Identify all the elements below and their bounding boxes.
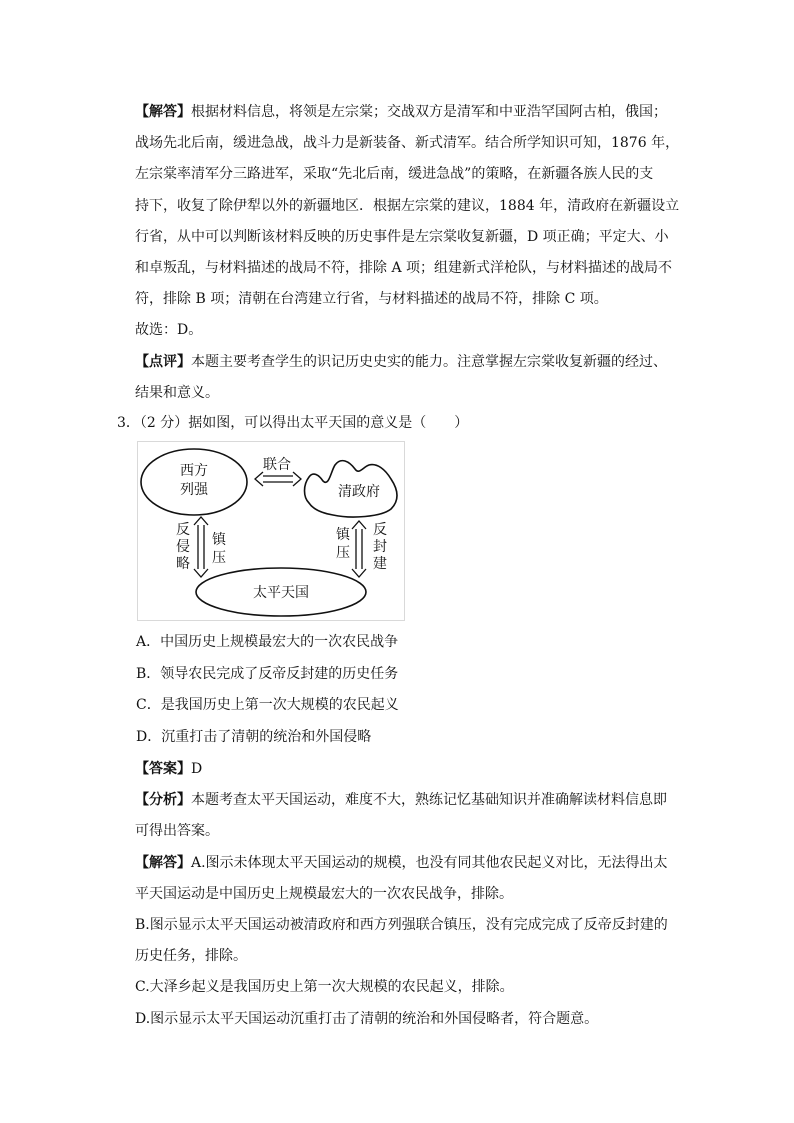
comment-line: 结果和意义。 <box>135 384 219 401</box>
explanation-line: D.图示显示太平天国运动沉重打击了清朝的统治和外国侵略者，符合题意。 <box>135 1010 599 1027</box>
analysis-tag: 【分析】 <box>135 792 191 809</box>
analysis-line: 可得出答案。 <box>135 823 219 840</box>
right-outer-char-2: 封 <box>373 539 387 555</box>
question-3-stem: 3．（2 分）据如图，可以得出太平天国的意义是（ ） <box>117 415 469 431</box>
solution-line: 持下，收复了除伊犁以外的新疆地区．根据左宗棠的建议，1884 年，清政府在新疆设立 <box>135 197 680 214</box>
solution-line: 符，排除 B 项；清朝在台湾建立行省，与材料描述的战局不符，排除 C 项。 <box>135 291 608 308</box>
taiping-label: 太平天国 <box>253 585 309 601</box>
comment-line: 【点评】本题主要考查学生的识记历史史实的能力。注意掌握左宗棠收复新疆的经过、 <box>135 353 667 370</box>
alliance-label: 联合 <box>263 457 291 473</box>
right-inner-char-1: 镇 <box>336 527 350 543</box>
options-list <box>136 627 399 753</box>
west-powers-label-2: 列强 <box>180 482 208 498</box>
choice-line: 故选：D。 <box>135 322 203 339</box>
left-outer-char-3: 略 <box>176 556 190 572</box>
solution-line: 行省，从中可以判断该材料反映的历史事件是左宗棠收复新疆，D 项正确；平定大、小 <box>135 228 669 245</box>
analysis-line: 【分析】本题考查太平天国运动，难度不大，熟练记忆基础知识并准确解读材料信息即 <box>135 792 667 809</box>
answer-line <box>135 754 680 785</box>
left-inner-char-2: 压 <box>212 550 226 566</box>
qing-government-label: 清政府 <box>338 484 380 500</box>
solution-tag: 【解答】 <box>135 104 191 120</box>
solution-line: 左宗棠率清军分三路进军，采取“先北后南，缓进急战”的策略，在新疆各族人民的支 <box>135 166 654 183</box>
left-outer-char-1: 反 <box>176 522 190 538</box>
diagram-svg <box>137 441 405 621</box>
west-powers-label-1: 西方 <box>180 463 208 479</box>
answer-analysis-block <box>135 754 680 1035</box>
comment-tag: 【点评】 <box>135 353 191 370</box>
solution-line: 和卓叛乱，与材料描述的战局不符，排除 A 项；组建新式洋枪队，与材料描述的战局不 <box>135 260 673 277</box>
option-a: A．中国历史上规模最宏大的一次农民战争 <box>136 634 399 650</box>
right-inner-char-2: 压 <box>336 545 350 561</box>
explanation-line: 【解答】A.图示未体现太平天国运动的规模，也没有同其他农民起义对比，无法得出太 <box>135 854 668 871</box>
right-outer-char-3: 建 <box>373 556 387 572</box>
solution-block-q2 <box>135 97 680 409</box>
explanation-line: C.大泽乡起义是我国历史上第一次大规模的农民起义，排除。 <box>135 979 514 996</box>
right-outer-char-1: 反 <box>373 522 387 538</box>
explanation-line: 平天国运动是中国历史上规模最宏大的一次农民战争，排除。 <box>135 885 513 902</box>
explanation-line: 历史任务，排除。 <box>135 948 247 965</box>
explanation-line: B.图示显示太平天国运动被清政府和西方列强联合镇压，没有完成完成了反帝反封建的 <box>135 917 668 934</box>
left-inner-char-1: 镇 <box>212 532 226 548</box>
answer-tag: 【答案】 <box>135 761 191 777</box>
solution-line: 【解答】根据材料信息，将领是左宗棠；交战双方是清军和中亚浩罕国阿古柏，俄国； <box>135 104 667 120</box>
option-c: C．是我国历史上第一次大规模的农民起义 <box>136 697 399 713</box>
taiping-diagram <box>137 441 405 621</box>
answer-value: D <box>191 761 203 777</box>
option-d: D．沉重打击了清朝的统治和外国侵略 <box>136 728 372 745</box>
explanation-tag: 【解答】 <box>135 854 191 871</box>
solution-line: 战场先北后南，缓进急战，战斗力是新装备、新式清军。结合所学知识可知，1876 年， <box>135 135 680 152</box>
option-b: B．领导农民完成了反帝反封建的历史任务 <box>136 665 399 682</box>
left-outer-char-2: 侵 <box>176 539 190 555</box>
